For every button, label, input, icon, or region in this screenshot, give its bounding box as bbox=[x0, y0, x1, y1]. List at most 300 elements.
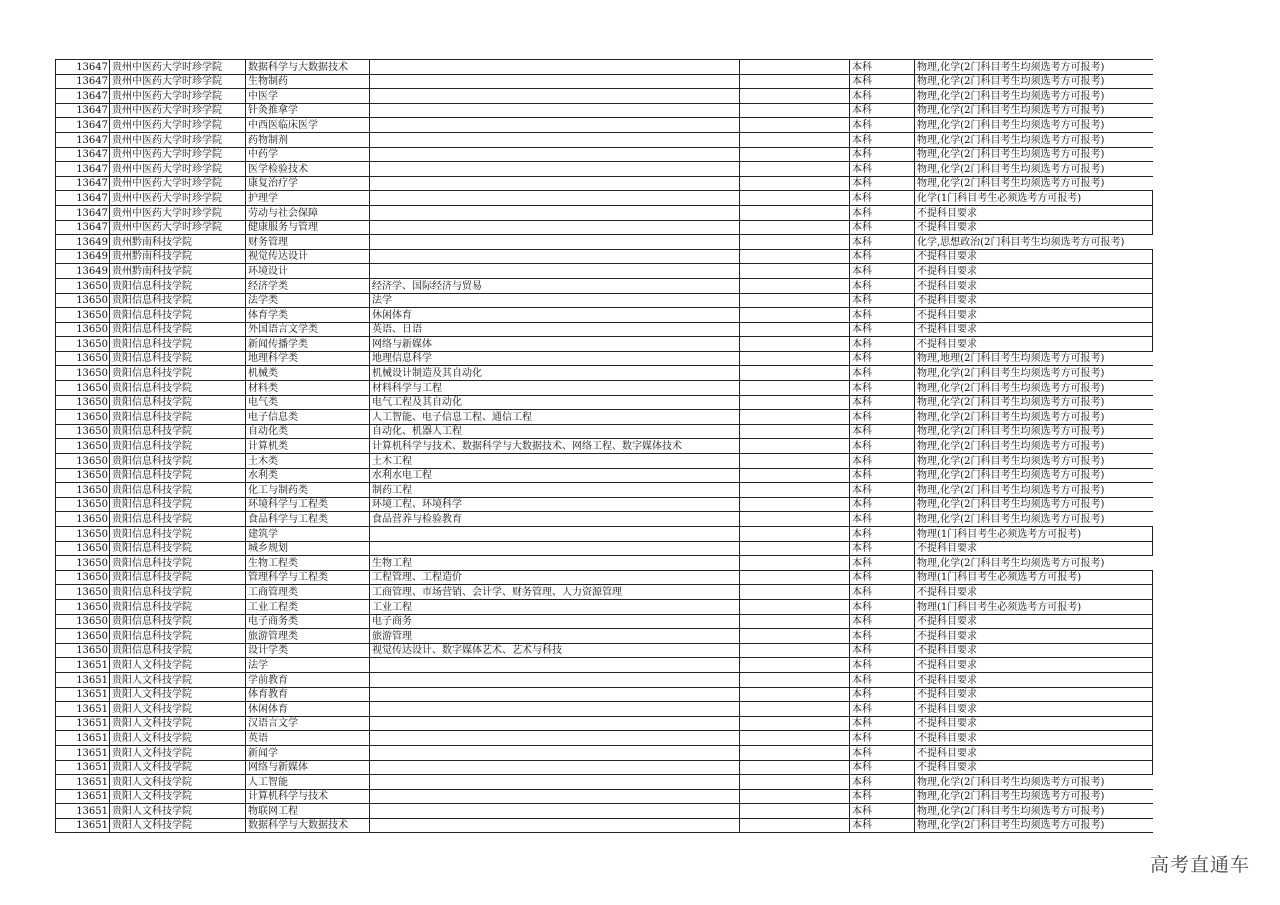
table-row bbox=[56, 381, 1153, 396]
major-name-cell: 食品科学与工程类 bbox=[246, 512, 370, 527]
notes-cell bbox=[740, 220, 850, 235]
major-name-cell: 地理科学类 bbox=[246, 351, 370, 366]
major-name-cell: 休闲体育 bbox=[246, 702, 370, 717]
notes-cell bbox=[740, 643, 850, 658]
school-code-cell: 13647 bbox=[56, 220, 110, 235]
level-cell: 本科 bbox=[850, 60, 915, 75]
notes-cell bbox=[740, 205, 850, 220]
school-name-cell: 贵阳信息科技学院 bbox=[110, 643, 246, 658]
school-name-cell: 贵阳信息科技学院 bbox=[110, 497, 246, 512]
notes-cell bbox=[740, 483, 850, 498]
school-name-cell: 贵阳信息科技学院 bbox=[110, 599, 246, 614]
major-includes-cell: 工程管理、工程造价 bbox=[370, 570, 740, 585]
notes-cell bbox=[740, 629, 850, 644]
notes-cell bbox=[740, 118, 850, 133]
notes-cell bbox=[740, 235, 850, 250]
table-row bbox=[56, 337, 1153, 352]
school-code-cell: 13650 bbox=[56, 585, 110, 600]
major-includes-cell bbox=[370, 205, 740, 220]
school-name-cell: 贵阳信息科技学院 bbox=[110, 351, 246, 366]
table-row bbox=[56, 643, 1153, 658]
major-name-cell: 物联网工程 bbox=[246, 804, 370, 819]
table-row bbox=[56, 395, 1153, 410]
school-name-cell: 贵阳信息科技学院 bbox=[110, 585, 246, 600]
school-code-cell: 13650 bbox=[56, 556, 110, 571]
major-name-cell: 视觉传达设计 bbox=[246, 249, 370, 264]
table-row bbox=[56, 775, 1153, 790]
major-includes-cell bbox=[370, 789, 740, 804]
major-includes-cell bbox=[370, 132, 740, 147]
table-row bbox=[56, 687, 1153, 702]
subject-requirement-cell: 不提科目要求 bbox=[915, 702, 1153, 717]
level-cell: 本科 bbox=[850, 351, 915, 366]
subject-requirement-cell: 物理,化学(2门科目考生均须选考方可报考) bbox=[915, 512, 1153, 527]
school-code-cell: 13650 bbox=[56, 395, 110, 410]
school-code-cell: 13650 bbox=[56, 629, 110, 644]
school-code-cell: 13651 bbox=[56, 731, 110, 746]
subject-requirement-cell: 物理,化学(2门科目考生均须选考方可报考) bbox=[915, 395, 1153, 410]
subject-requirement-cell: 物理,化学(2门科目考生均须选考方可报考) bbox=[915, 556, 1153, 571]
major-includes-cell bbox=[370, 264, 740, 279]
major-includes-cell: 食品营养与检验教育 bbox=[370, 512, 740, 527]
notes-cell bbox=[740, 541, 850, 556]
subject-requirement-cell: 物理,化学(2门科目考生均须选考方可报考) bbox=[915, 147, 1153, 162]
school-name-cell: 贵阳信息科技学院 bbox=[110, 570, 246, 585]
level-cell: 本科 bbox=[850, 103, 915, 118]
school-name-cell: 贵阳信息科技学院 bbox=[110, 454, 246, 469]
level-cell: 本科 bbox=[850, 658, 915, 673]
notes-cell bbox=[740, 614, 850, 629]
school-name-cell: 贵阳信息科技学院 bbox=[110, 308, 246, 323]
school-name-cell: 贵阳信息科技学院 bbox=[110, 556, 246, 571]
major-includes-cell bbox=[370, 60, 740, 75]
table-row bbox=[56, 60, 1153, 75]
school-code-cell: 13647 bbox=[56, 191, 110, 206]
notes-cell bbox=[740, 89, 850, 104]
school-name-cell: 贵阳信息科技学院 bbox=[110, 483, 246, 498]
subject-requirement-cell: 物理,地理(2门科目考生均须选考方可报考) bbox=[915, 351, 1153, 366]
school-name-cell: 贵阳信息科技学院 bbox=[110, 439, 246, 454]
school-code-cell: 13651 bbox=[56, 702, 110, 717]
notes-cell bbox=[740, 351, 850, 366]
school-name-cell: 贵州中医药大学时珍学院 bbox=[110, 205, 246, 220]
school-name-cell: 贵州中医药大学时珍学院 bbox=[110, 220, 246, 235]
major-includes-cell bbox=[370, 103, 740, 118]
level-cell: 本科 bbox=[850, 220, 915, 235]
table-row bbox=[56, 497, 1153, 512]
table-body bbox=[56, 60, 1153, 833]
level-cell: 本科 bbox=[850, 541, 915, 556]
major-name-cell: 学前教育 bbox=[246, 672, 370, 687]
school-name-cell: 贵阳信息科技学院 bbox=[110, 395, 246, 410]
subject-requirement-cell: 不提科目要求 bbox=[915, 687, 1153, 702]
subject-requirement-cell: 化学(1门科目考生必须选考方可报考) bbox=[915, 191, 1153, 206]
table-row bbox=[56, 658, 1153, 673]
major-name-cell: 生物制药 bbox=[246, 74, 370, 89]
table-row bbox=[56, 220, 1153, 235]
major-includes-cell: 休闲体育 bbox=[370, 308, 740, 323]
major-includes-cell: 英语、日语 bbox=[370, 322, 740, 337]
subject-requirement-cell: 不提科目要求 bbox=[915, 322, 1153, 337]
major-name-cell: 电子信息类 bbox=[246, 410, 370, 425]
school-code-cell: 13651 bbox=[56, 760, 110, 775]
major-name-cell: 生物工程类 bbox=[246, 556, 370, 571]
school-name-cell: 贵阳人文科技学院 bbox=[110, 716, 246, 731]
table-row bbox=[56, 541, 1153, 556]
level-cell: 本科 bbox=[850, 337, 915, 352]
subject-requirement-cell: 物理,化学(2门科目考生均须选考方可报考) bbox=[915, 103, 1153, 118]
level-cell: 本科 bbox=[850, 775, 915, 790]
level-cell: 本科 bbox=[850, 614, 915, 629]
major-name-cell: 体育教育 bbox=[246, 687, 370, 702]
major-includes-cell: 经济学、国际经济与贸易 bbox=[370, 278, 740, 293]
notes-cell bbox=[740, 760, 850, 775]
school-name-cell: 贵阳信息科技学院 bbox=[110, 366, 246, 381]
table-row bbox=[56, 512, 1153, 527]
notes-cell bbox=[740, 687, 850, 702]
notes-cell bbox=[740, 585, 850, 600]
notes-cell bbox=[740, 132, 850, 147]
table-row bbox=[56, 205, 1153, 220]
table-row bbox=[56, 585, 1153, 600]
major-includes-cell bbox=[370, 541, 740, 556]
table-row bbox=[56, 599, 1153, 614]
major-name-cell: 人工智能 bbox=[246, 775, 370, 790]
school-code-cell: 13649 bbox=[56, 264, 110, 279]
table-row bbox=[56, 278, 1153, 293]
school-code-cell: 13651 bbox=[56, 745, 110, 760]
subject-requirement-cell: 物理,化学(2门科目考生均须选考方可报考) bbox=[915, 132, 1153, 147]
school-name-cell: 贵阳人文科技学院 bbox=[110, 775, 246, 790]
level-cell: 本科 bbox=[850, 162, 915, 177]
table-row bbox=[56, 454, 1153, 469]
major-includes-cell: 自动化、机器人工程 bbox=[370, 424, 740, 439]
major-name-cell: 外国语言文学类 bbox=[246, 322, 370, 337]
level-cell: 本科 bbox=[850, 483, 915, 498]
school-code-cell: 13650 bbox=[56, 278, 110, 293]
notes-cell bbox=[740, 249, 850, 264]
school-code-cell: 13650 bbox=[56, 527, 110, 542]
major-includes-cell: 环境工程、环境科学 bbox=[370, 497, 740, 512]
major-name-cell: 护理学 bbox=[246, 191, 370, 206]
school-name-cell: 贵阳信息科技学院 bbox=[110, 278, 246, 293]
subject-requirement-cell: 物理,化学(2门科目考生均须选考方可报考) bbox=[915, 60, 1153, 75]
major-name-cell: 中西医临床医学 bbox=[246, 118, 370, 133]
major-name-cell: 计算机科学与技术 bbox=[246, 789, 370, 804]
subject-requirement-cell: 物理,化学(2门科目考生均须选考方可报考) bbox=[915, 366, 1153, 381]
subject-requirement-cell: 不提科目要求 bbox=[915, 731, 1153, 746]
level-cell: 本科 bbox=[850, 789, 915, 804]
subject-requirement-cell: 物理,化学(2门科目考生均须选考方可报考) bbox=[915, 118, 1153, 133]
school-name-cell: 贵阳人文科技学院 bbox=[110, 804, 246, 819]
level-cell: 本科 bbox=[850, 308, 915, 323]
school-name-cell: 贵州中医药大学时珍学院 bbox=[110, 89, 246, 104]
major-name-cell: 医学检验技术 bbox=[246, 162, 370, 177]
major-includes-cell bbox=[370, 731, 740, 746]
subject-requirement-cell: 物理,化学(2门科目考生均须选考方可报考) bbox=[915, 468, 1153, 483]
major-includes-cell: 水利水电工程 bbox=[370, 468, 740, 483]
notes-cell bbox=[740, 424, 850, 439]
table-row bbox=[56, 191, 1153, 206]
table-row bbox=[56, 629, 1153, 644]
level-cell: 本科 bbox=[850, 118, 915, 133]
major-includes-cell: 法学 bbox=[370, 293, 740, 308]
major-name-cell: 数据科学与大数据技术 bbox=[246, 818, 370, 833]
notes-cell bbox=[740, 322, 850, 337]
school-name-cell: 贵阳人文科技学院 bbox=[110, 745, 246, 760]
level-cell: 本科 bbox=[850, 629, 915, 644]
school-name-cell: 贵阳信息科技学院 bbox=[110, 424, 246, 439]
table-row bbox=[56, 89, 1153, 104]
notes-cell bbox=[740, 439, 850, 454]
level-cell: 本科 bbox=[850, 687, 915, 702]
major-name-cell: 新闻传播学类 bbox=[246, 337, 370, 352]
level-cell: 本科 bbox=[850, 468, 915, 483]
subject-requirement-cell: 不提科目要求 bbox=[915, 264, 1153, 279]
school-code-cell: 13647 bbox=[56, 103, 110, 118]
major-name-cell: 中医学 bbox=[246, 89, 370, 104]
level-cell: 本科 bbox=[850, 512, 915, 527]
school-code-cell: 13651 bbox=[56, 804, 110, 819]
table-row bbox=[56, 468, 1153, 483]
subject-requirement-cell: 不提科目要求 bbox=[915, 585, 1153, 600]
subject-requirement-cell: 不提科目要求 bbox=[915, 308, 1153, 323]
school-name-cell: 贵阳信息科技学院 bbox=[110, 527, 246, 542]
subject-requirement-cell: 物理,化学(2门科目考生均须选考方可报考) bbox=[915, 818, 1153, 833]
major-name-cell: 英语 bbox=[246, 731, 370, 746]
table-row bbox=[56, 424, 1153, 439]
major-name-cell: 工业工程类 bbox=[246, 599, 370, 614]
major-name-cell: 电气类 bbox=[246, 395, 370, 410]
subject-requirement-cell: 物理,化学(2门科目考生均须选考方可报考) bbox=[915, 789, 1153, 804]
level-cell: 本科 bbox=[850, 702, 915, 717]
major-includes-cell: 视觉传达设计、数字媒体艺术、艺术与科技 bbox=[370, 643, 740, 658]
subject-requirement-cell: 物理(1门科目考生必须选考方可报考) bbox=[915, 570, 1153, 585]
table-row bbox=[56, 439, 1153, 454]
notes-cell bbox=[740, 60, 850, 75]
level-cell: 本科 bbox=[850, 176, 915, 191]
major-includes-cell bbox=[370, 658, 740, 673]
level-cell: 本科 bbox=[850, 132, 915, 147]
major-includes-cell bbox=[370, 804, 740, 819]
watermark-text: 高考直通车 bbox=[1149, 854, 1250, 876]
major-includes-cell: 土木工程 bbox=[370, 454, 740, 469]
table-row bbox=[56, 789, 1153, 804]
level-cell: 本科 bbox=[850, 205, 915, 220]
table-row bbox=[56, 745, 1153, 760]
major-name-cell: 中药学 bbox=[246, 147, 370, 162]
school-code-cell: 13650 bbox=[56, 468, 110, 483]
major-includes-cell: 工商管理、市场营销、会计学、财务管理、人力资源管理 bbox=[370, 585, 740, 600]
table-row bbox=[56, 264, 1153, 279]
major-name-cell: 新闻学 bbox=[246, 745, 370, 760]
major-includes-cell bbox=[370, 818, 740, 833]
level-cell: 本科 bbox=[850, 804, 915, 819]
major-includes-cell bbox=[370, 118, 740, 133]
level-cell: 本科 bbox=[850, 410, 915, 425]
major-name-cell: 体育学类 bbox=[246, 308, 370, 323]
school-name-cell: 贵州中医药大学时珍学院 bbox=[110, 176, 246, 191]
level-cell: 本科 bbox=[850, 454, 915, 469]
notes-cell bbox=[740, 570, 850, 585]
table-row bbox=[56, 672, 1153, 687]
notes-cell bbox=[740, 410, 850, 425]
school-name-cell: 贵州中医药大学时珍学院 bbox=[110, 118, 246, 133]
school-code-cell: 13650 bbox=[56, 366, 110, 381]
table-row bbox=[56, 103, 1153, 118]
school-code-cell: 13651 bbox=[56, 818, 110, 833]
level-cell: 本科 bbox=[850, 527, 915, 542]
major-includes-cell: 地理信息科学 bbox=[370, 351, 740, 366]
school-code-cell: 13650 bbox=[56, 454, 110, 469]
school-name-cell: 贵阳信息科技学院 bbox=[110, 629, 246, 644]
school-code-cell: 13647 bbox=[56, 176, 110, 191]
major-includes-cell bbox=[370, 176, 740, 191]
table-row bbox=[56, 147, 1153, 162]
level-cell: 本科 bbox=[850, 278, 915, 293]
level-cell: 本科 bbox=[850, 235, 915, 250]
major-includes-cell bbox=[370, 74, 740, 89]
subject-requirement-cell: 物理,化学(2门科目考生均须选考方可报考) bbox=[915, 176, 1153, 191]
notes-cell bbox=[740, 147, 850, 162]
major-includes-cell bbox=[370, 235, 740, 250]
school-code-cell: 13650 bbox=[56, 614, 110, 629]
subject-requirement-cell: 不提科目要求 bbox=[915, 541, 1153, 556]
school-code-cell: 13650 bbox=[56, 351, 110, 366]
school-code-cell: 13649 bbox=[56, 235, 110, 250]
notes-cell bbox=[740, 497, 850, 512]
level-cell: 本科 bbox=[850, 585, 915, 600]
subject-requirement-cell: 物理,化学(2门科目考生均须选考方可报考) bbox=[915, 497, 1153, 512]
notes-cell bbox=[740, 191, 850, 206]
table-row bbox=[56, 322, 1153, 337]
major-includes-cell: 机械设计制造及其自动化 bbox=[370, 366, 740, 381]
subject-requirement-cell: 不提科目要求 bbox=[915, 745, 1153, 760]
major-name-cell: 自动化类 bbox=[246, 424, 370, 439]
major-name-cell: 网络与新媒体 bbox=[246, 760, 370, 775]
level-cell: 本科 bbox=[850, 89, 915, 104]
level-cell: 本科 bbox=[850, 716, 915, 731]
table-row bbox=[56, 176, 1153, 191]
subject-requirement-cell: 物理,化学(2门科目考生均须选考方可报考) bbox=[915, 424, 1153, 439]
subject-requirement-cell: 不提科目要求 bbox=[915, 205, 1153, 220]
notes-cell bbox=[740, 789, 850, 804]
level-cell: 本科 bbox=[850, 760, 915, 775]
school-name-cell: 贵阳信息科技学院 bbox=[110, 512, 246, 527]
level-cell: 本科 bbox=[850, 599, 915, 614]
major-includes-cell bbox=[370, 687, 740, 702]
major-name-cell: 建筑学 bbox=[246, 527, 370, 542]
subject-requirement-cell: 不提科目要求 bbox=[915, 760, 1153, 775]
major-name-cell: 设计学类 bbox=[246, 643, 370, 658]
school-code-cell: 13650 bbox=[56, 410, 110, 425]
school-name-cell: 贵阳信息科技学院 bbox=[110, 468, 246, 483]
school-code-cell: 13650 bbox=[56, 337, 110, 352]
major-includes-cell bbox=[370, 249, 740, 264]
school-code-cell: 13647 bbox=[56, 162, 110, 177]
school-code-cell: 13650 bbox=[56, 570, 110, 585]
major-includes-cell: 旅游管理 bbox=[370, 629, 740, 644]
level-cell: 本科 bbox=[850, 293, 915, 308]
table-row bbox=[56, 818, 1153, 833]
notes-cell bbox=[740, 278, 850, 293]
table-row bbox=[56, 74, 1153, 89]
subject-requirement-cell: 不提科目要求 bbox=[915, 278, 1153, 293]
level-cell: 本科 bbox=[850, 745, 915, 760]
notes-cell bbox=[740, 702, 850, 717]
major-name-cell: 土木类 bbox=[246, 454, 370, 469]
level-cell: 本科 bbox=[850, 322, 915, 337]
enrollment-table bbox=[55, 59, 1153, 833]
notes-cell bbox=[740, 308, 850, 323]
major-includes-cell bbox=[370, 162, 740, 177]
school-code-cell: 13650 bbox=[56, 512, 110, 527]
notes-cell bbox=[740, 527, 850, 542]
notes-cell bbox=[740, 366, 850, 381]
school-name-cell: 贵阳信息科技学院 bbox=[110, 322, 246, 337]
major-name-cell: 汉语言文学 bbox=[246, 716, 370, 731]
major-name-cell: 健康服务与管理 bbox=[246, 220, 370, 235]
subject-requirement-cell: 物理,化学(2门科目考生均须选考方可报考) bbox=[915, 381, 1153, 396]
notes-cell bbox=[740, 381, 850, 396]
school-name-cell: 贵州黔南科技学院 bbox=[110, 249, 246, 264]
subject-requirement-cell: 物理,化学(2门科目考生均须选考方可报考) bbox=[915, 162, 1153, 177]
subject-requirement-cell: 不提科目要求 bbox=[915, 716, 1153, 731]
major-name-cell: 电子商务类 bbox=[246, 614, 370, 629]
school-code-cell: 13650 bbox=[56, 322, 110, 337]
subject-requirement-cell: 物理,化学(2门科目考生均须选考方可报考) bbox=[915, 74, 1153, 89]
major-name-cell: 工商管理类 bbox=[246, 585, 370, 600]
notes-cell bbox=[740, 264, 850, 279]
table-row bbox=[56, 118, 1153, 133]
school-code-cell: 13647 bbox=[56, 89, 110, 104]
table-row bbox=[56, 308, 1153, 323]
table-row bbox=[56, 804, 1153, 819]
subject-requirement-cell: 不提科目要求 bbox=[915, 614, 1153, 629]
notes-cell bbox=[740, 716, 850, 731]
school-name-cell: 贵州中医药大学时珍学院 bbox=[110, 74, 246, 89]
subject-requirement-cell: 物理,化学(2门科目考生均须选考方可报考) bbox=[915, 804, 1153, 819]
subject-requirement-cell: 不提科目要求 bbox=[915, 643, 1153, 658]
notes-cell bbox=[740, 468, 850, 483]
level-cell: 本科 bbox=[850, 439, 915, 454]
notes-cell bbox=[740, 176, 850, 191]
notes-cell bbox=[740, 775, 850, 790]
major-includes-cell bbox=[370, 191, 740, 206]
school-name-cell: 贵州中医药大学时珍学院 bbox=[110, 103, 246, 118]
notes-cell bbox=[740, 293, 850, 308]
notes-cell bbox=[740, 818, 850, 833]
level-cell: 本科 bbox=[850, 497, 915, 512]
school-code-cell: 13651 bbox=[56, 672, 110, 687]
major-includes-cell bbox=[370, 527, 740, 542]
school-code-cell: 13647 bbox=[56, 132, 110, 147]
school-name-cell: 贵阳信息科技学院 bbox=[110, 614, 246, 629]
school-code-cell: 13647 bbox=[56, 205, 110, 220]
subject-requirement-cell: 物理(1门科目考生必须选考方可报考) bbox=[915, 527, 1153, 542]
major-name-cell: 数据科学与大数据技术 bbox=[246, 60, 370, 75]
level-cell: 本科 bbox=[850, 672, 915, 687]
major-includes-cell bbox=[370, 147, 740, 162]
level-cell: 本科 bbox=[850, 556, 915, 571]
school-code-cell: 13650 bbox=[56, 483, 110, 498]
school-name-cell: 贵州中医药大学时珍学院 bbox=[110, 60, 246, 75]
school-code-cell: 13650 bbox=[56, 424, 110, 439]
notes-cell bbox=[740, 512, 850, 527]
major-includes-cell bbox=[370, 672, 740, 687]
level-cell: 本科 bbox=[850, 147, 915, 162]
school-code-cell: 13647 bbox=[56, 60, 110, 75]
